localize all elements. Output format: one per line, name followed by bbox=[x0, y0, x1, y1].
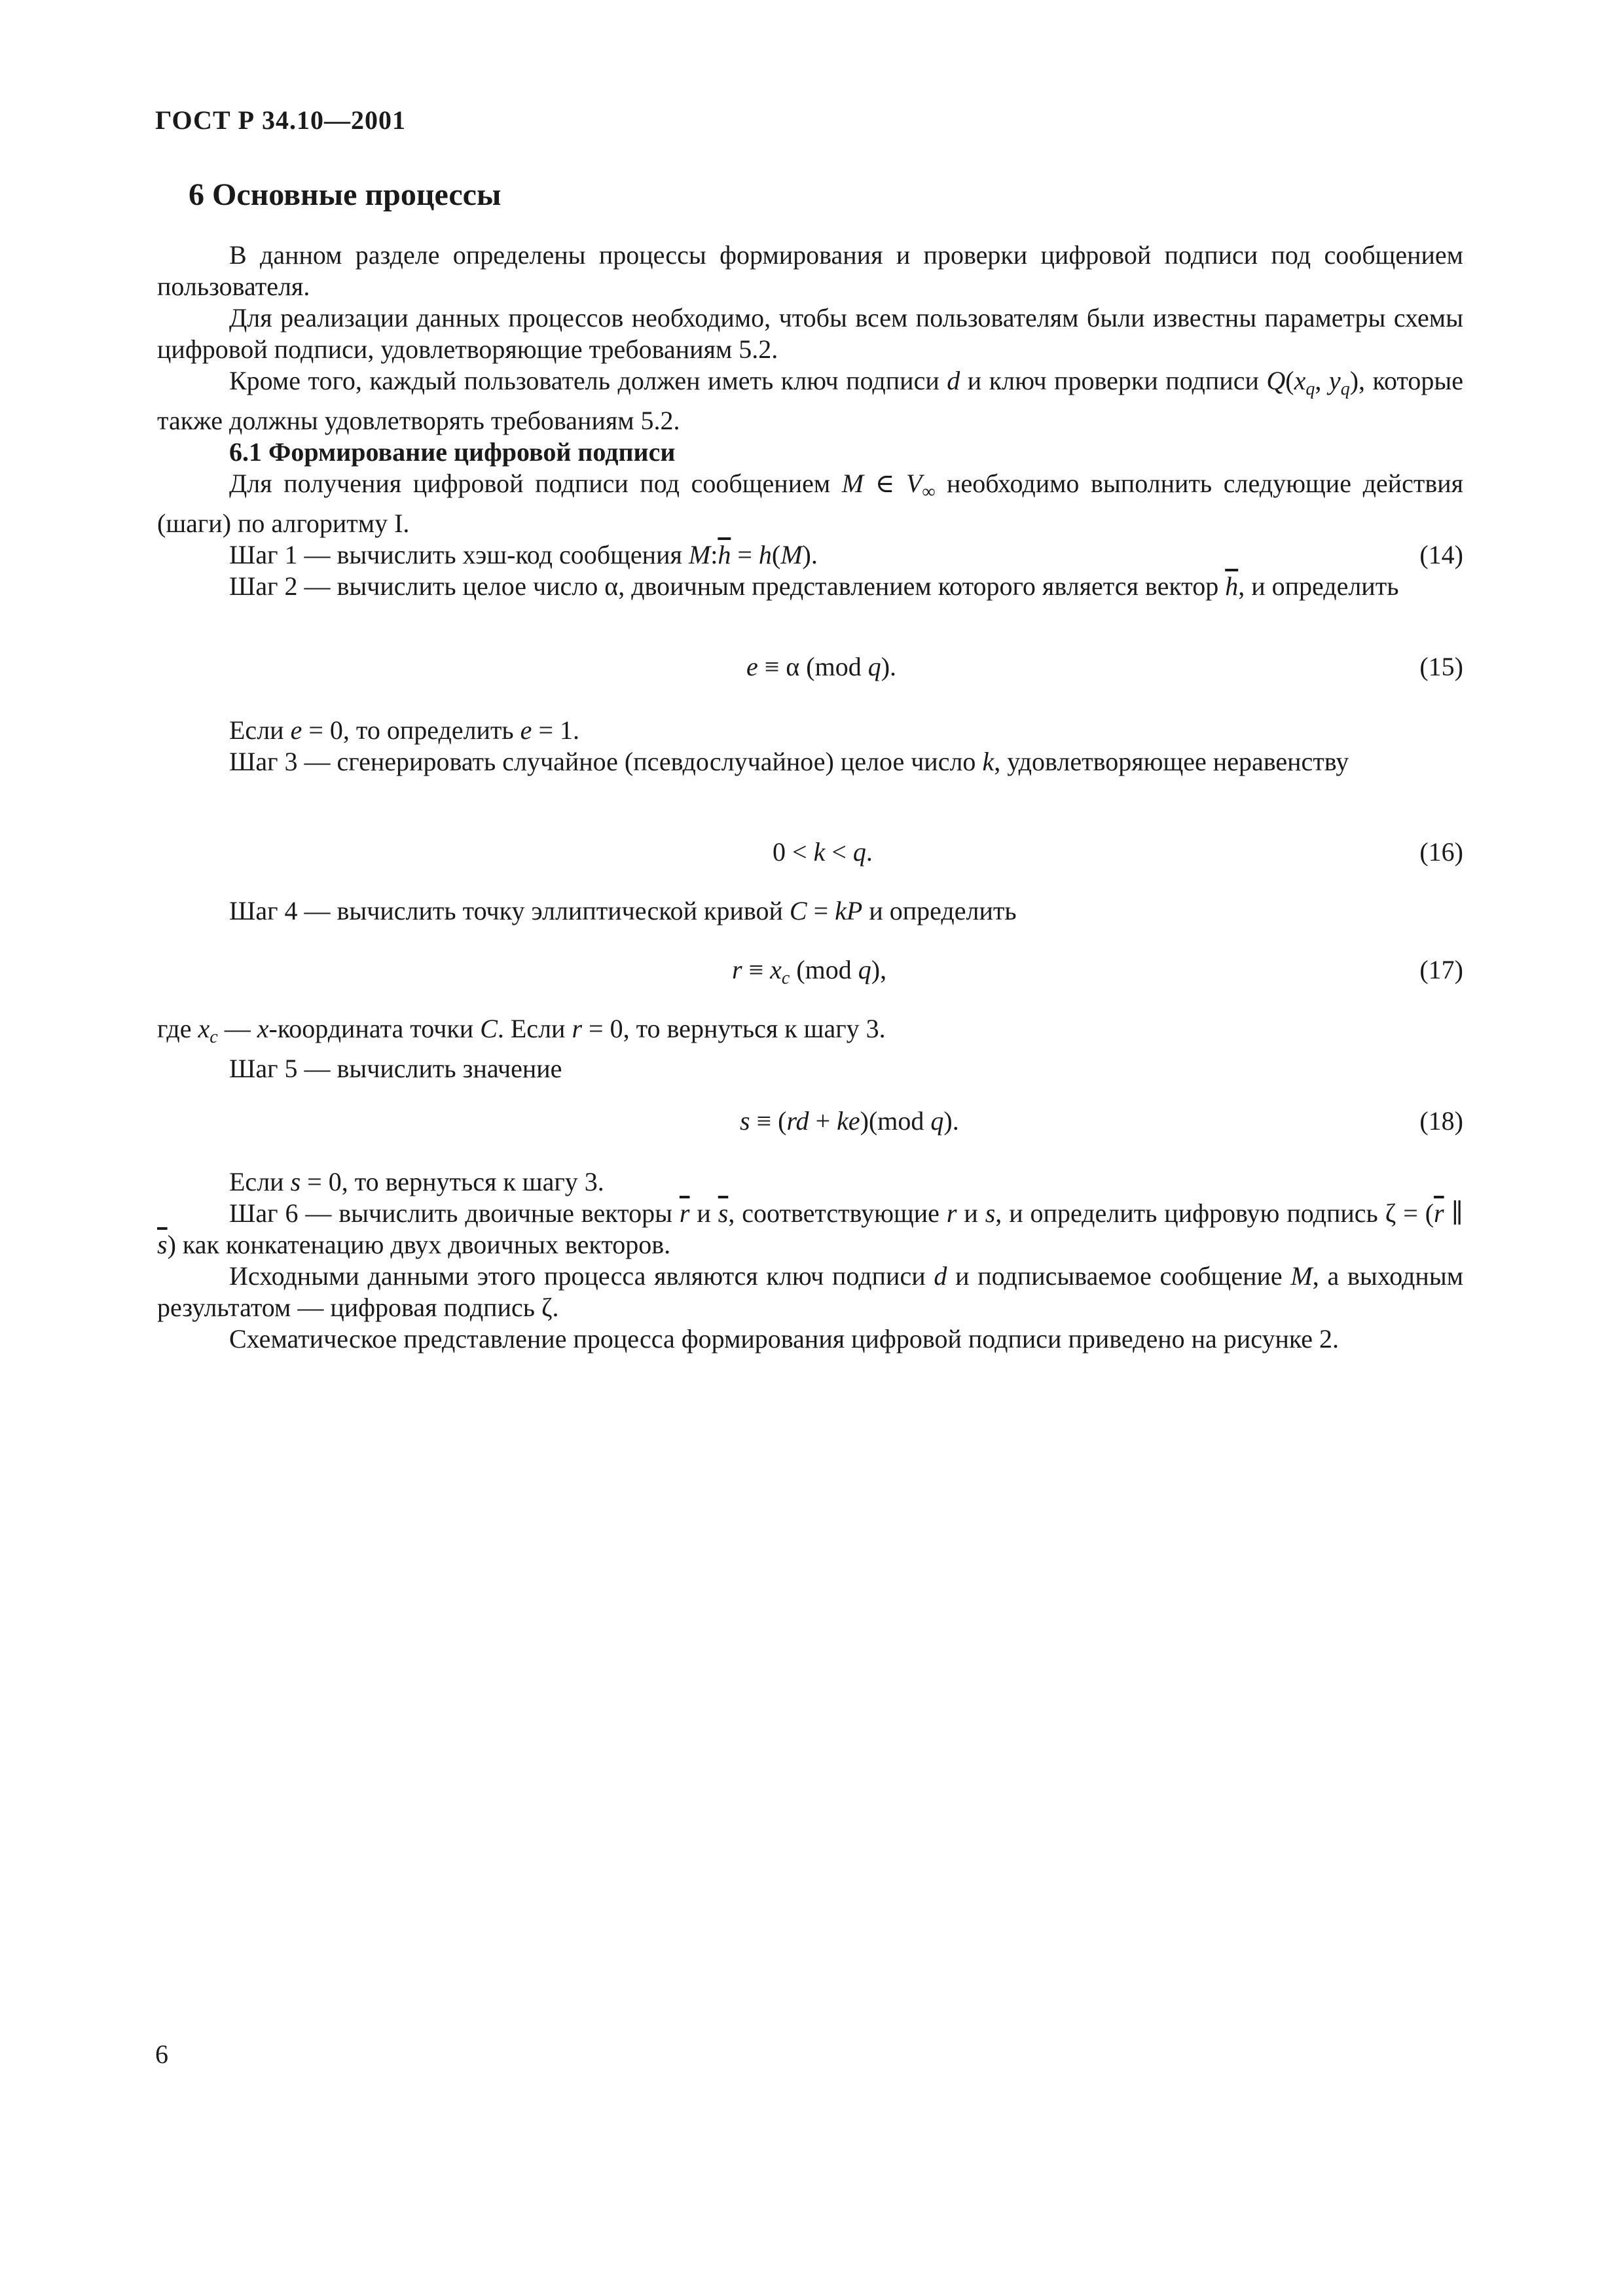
equation-15: e ≡ α (mod q). bbox=[746, 652, 897, 681]
equation-number-15: (15) bbox=[1419, 652, 1463, 681]
equation-18: s ≡ (rd + ke)(mod q). bbox=[740, 1106, 959, 1136]
text-block-step-5 bbox=[157, 1013, 1463, 1085]
paragraph-where: где $x_c$ — x-координата точки C. Если r = 0, то вернуться к шагу 3. bbox=[157, 1014, 886, 1047]
paragraph-step-6: Шаг 6 — вычислить двоичные векторы $\overline{r}$ и $\overline{s}$, соответствующие r и s, и определить цифровую подпись $\zeta = (\overline{r}$ ∥ $\overline{s}$) как конкатенацию двух двоичных векторов. bbox=[157, 1198, 1464, 1259]
paragraph-keys: Кроме того, каждый пользователь должен иметь ключ подписи d и ключ проверки подписи $Q(x_q$, $y_q$), которые также должны удовлетворять требованиям 5.2. bbox=[157, 366, 1463, 435]
equation-number-18: (18) bbox=[1419, 1106, 1463, 1136]
equation-number-16: (16) bbox=[1419, 837, 1463, 867]
paragraph-if-e-zero: Если e = 0, то определить e = 1. bbox=[229, 715, 579, 745]
paragraph-step-5: Шаг 5 — вычислить значение bbox=[229, 1054, 562, 1083]
equation-number-14: (14) bbox=[1419, 540, 1463, 569]
paragraph-intro: В данном разделе определены процессы формирования и проверки цифровой подписи под сообщением пользователя. bbox=[157, 240, 1463, 301]
equation-16: 0 < k < q. bbox=[773, 837, 873, 867]
equation-16-row bbox=[157, 836, 1463, 868]
section-title: 6 Основные процессы bbox=[189, 177, 501, 212]
page-number: 6 bbox=[155, 2039, 168, 2069]
paragraph-parameters: Для реализации данных процессов необходимо, чтобы всем пользователям были известны параметры схемы цифровой подписи, удовлетворяющие требованиям 5.2. bbox=[157, 303, 1463, 364]
paragraph-if-s-zero: Если s = 0, то вернуться к шагу 3. bbox=[229, 1167, 604, 1196]
document-header: ГОСТ Р 34.10—2001 bbox=[155, 105, 407, 135]
text-block-step-6 bbox=[157, 1166, 1463, 1355]
equation-18-row bbox=[157, 1105, 1463, 1137]
equation-number-17: (17) bbox=[1419, 955, 1463, 984]
equation-17: $r \equiv x_c$ (mod q), bbox=[732, 955, 887, 988]
equation-15-row bbox=[157, 651, 1463, 683]
paragraph-schema-reference: Схематическое представление процесса формирования цифровой подписи приведено на рисунке 2. bbox=[229, 1324, 1340, 1354]
paragraph-algorithm: Для получения цифровой подписи под сообщением M ∈ $V_\infty$ необходимо выполнить следующие действия (шаги) по алгоритму I. bbox=[157, 469, 1464, 538]
equation-17-row bbox=[157, 954, 1463, 986]
step-1-line: Шаг 1 — вычислить хэш-код сообщения $M:\overline{h} = h(M)$. (14) bbox=[229, 540, 1463, 569]
text-block-intro bbox=[157, 240, 1463, 602]
paragraph-step-4: Шаг 4 — вычислить точку эллиптической кривой C = kP и определить bbox=[229, 896, 1017, 925]
text-block-step-3 bbox=[157, 715, 1463, 778]
subsection-title: 6.1 Формирование цифровой подписи bbox=[229, 437, 676, 467]
paragraph-input-output: Исходными данными этого процесса являются ключ подписи d и подписываемое сообщение M, а выходным результатом — цифровая подпись ζ. bbox=[157, 1261, 1464, 1322]
paragraph-step-2: Шаг 2 — вычислить целое число α, двоичным представлением которого является вектор $\overline{h}$, и определить bbox=[229, 571, 1399, 601]
text-block-step-4 bbox=[157, 895, 1463, 927]
paragraph-step-3: Шаг 3 — сгенерировать случайное (псевдослучайное) целое число k, удовлетворяющее неравенству bbox=[229, 747, 1349, 776]
